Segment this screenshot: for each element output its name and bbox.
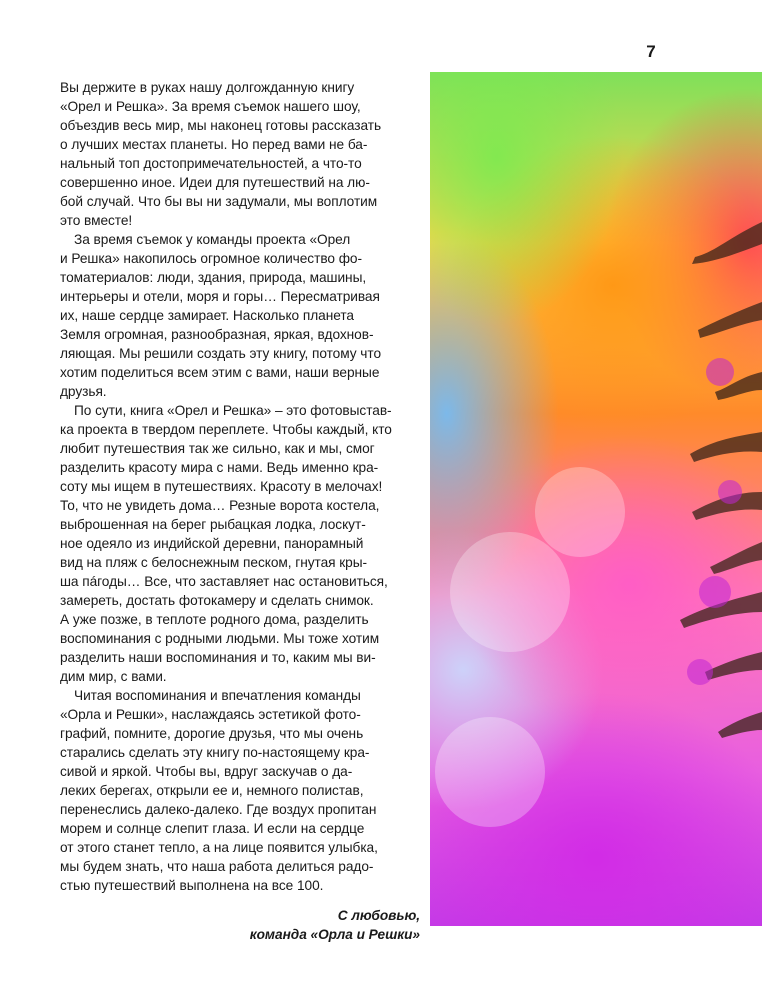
text-line: «Орла и Решки», наслаждаясь эстетикой фото- [60, 707, 361, 722]
page-number: 7 [646, 42, 656, 61]
text-line: томатериалов: люди, здания, природа, машины, [60, 270, 367, 285]
text-line: «Орел и Решка». За время съемок нашего шоу, [60, 99, 361, 114]
text-line: ка проекта в твердом переплете. Чтобы каждый, кто [60, 422, 392, 437]
text-line: сивой и яркой. Чтобы вы, вдруг заскучав о да- [60, 764, 353, 779]
text-line: ляющая. Мы решили создать эту книгу, потому что [60, 346, 382, 361]
text-line: Читая воспоминания и впечатления команды [74, 688, 361, 703]
paragraph [60, 686, 420, 895]
text-line: разделить красоту мира с нами. Ведь именно кра- [60, 460, 379, 475]
text-line: ша пáгоды… Все, что заставляет нас остановиться, [60, 574, 388, 589]
text-line: любит путешествия так же сильно, как и мы, смог [60, 441, 375, 456]
signature [60, 906, 420, 944]
text-line: дим мир, с вами. [60, 669, 167, 684]
text-line: перенеслись далеко-далеко. Где воздух пропитан [60, 802, 377, 817]
text-line: их, наше сердце замирает. Насколько планета [60, 308, 354, 323]
text-line: леких берегах, открыли ее и, немного полистав, [60, 783, 364, 798]
signature-line-2: команда «Орла и Решки» [249, 927, 420, 942]
text-line: По сути, книга «Орел и Решка» – это фотовыстав- [74, 403, 392, 418]
signature-line-1: С любовью, [337, 908, 420, 923]
text-line: разделить наши воспоминания и то, каким мы ви- [60, 650, 376, 665]
text-line: То, что не увидеть дома… Резные ворота костела, [60, 498, 380, 513]
text-line: совершенно иное. Идеи для путешествий на лю- [60, 175, 370, 190]
text-line: морем и солнце слепит глаза. И если на сердце [60, 821, 365, 836]
text-column [60, 78, 420, 944]
body-text [60, 78, 420, 895]
text-line: хотим поделиться всем этим с вами, наши верные [60, 365, 380, 380]
text-line: бой случай. Что бы вы ни задумали, мы воплотим [60, 194, 378, 209]
paragraph [60, 78, 420, 230]
text-line: нальный топ достопримечательностей, а что-то [60, 156, 362, 171]
text-line: Земля огромная, разнообразная, яркая, вдохнов- [60, 327, 374, 342]
text-line: ное одеяло из индийской деревни, панорамный [60, 536, 364, 551]
text-line: интерьеры и отели, моря и горы… Пересматривая [60, 289, 380, 304]
paragraph [60, 230, 420, 401]
text-line: объездив весь мир, мы наконец готовы рассказать [60, 118, 382, 133]
text-line: графий, помните, дорогие друзья, что мы очень [60, 726, 364, 741]
text-line: соту мы ищем в путешествиях. Красоту в мелочах! [60, 479, 383, 494]
text-line: друзья. [60, 384, 107, 399]
text-line: от этого станет тепло, а на лице появится улыбка, [60, 840, 378, 855]
text-line: мы будем знать, что наша работа делиться радо- [60, 859, 374, 874]
text-line: и Решка» накопилось огромное количество фо- [60, 251, 362, 266]
text-line: Вы держите в руках нашу долгожданную книгу [60, 80, 355, 95]
text-line: А уже позже, в теплоте родного дома, разделить [60, 612, 369, 627]
text-line: замереть, достать фотокамеру и сделать снимок. [60, 593, 374, 608]
text-line: выброшенная на берег рыбацкая лодка, лоскут- [60, 517, 366, 532]
text-line: это вместе! [60, 213, 133, 228]
text-line: о лучших местах планеты. Но перед вами не ба- [60, 137, 368, 152]
color-powder-festival-photo [430, 72, 762, 926]
crowd-hands-illustration [430, 72, 762, 926]
text-line: воспоминания с родными людьми. Мы тоже хотим [60, 631, 380, 646]
text-line: вид на пляж с белоснежным песком, гнутая кры- [60, 555, 368, 570]
text-line: За время съемок у команды проекта «Орел [74, 232, 351, 247]
text-line: стью путешествий выполнена на все 100. [60, 878, 324, 893]
text-line: старались сделать эту книгу по-настоящему кра- [60, 745, 370, 760]
paragraph [60, 401, 420, 686]
